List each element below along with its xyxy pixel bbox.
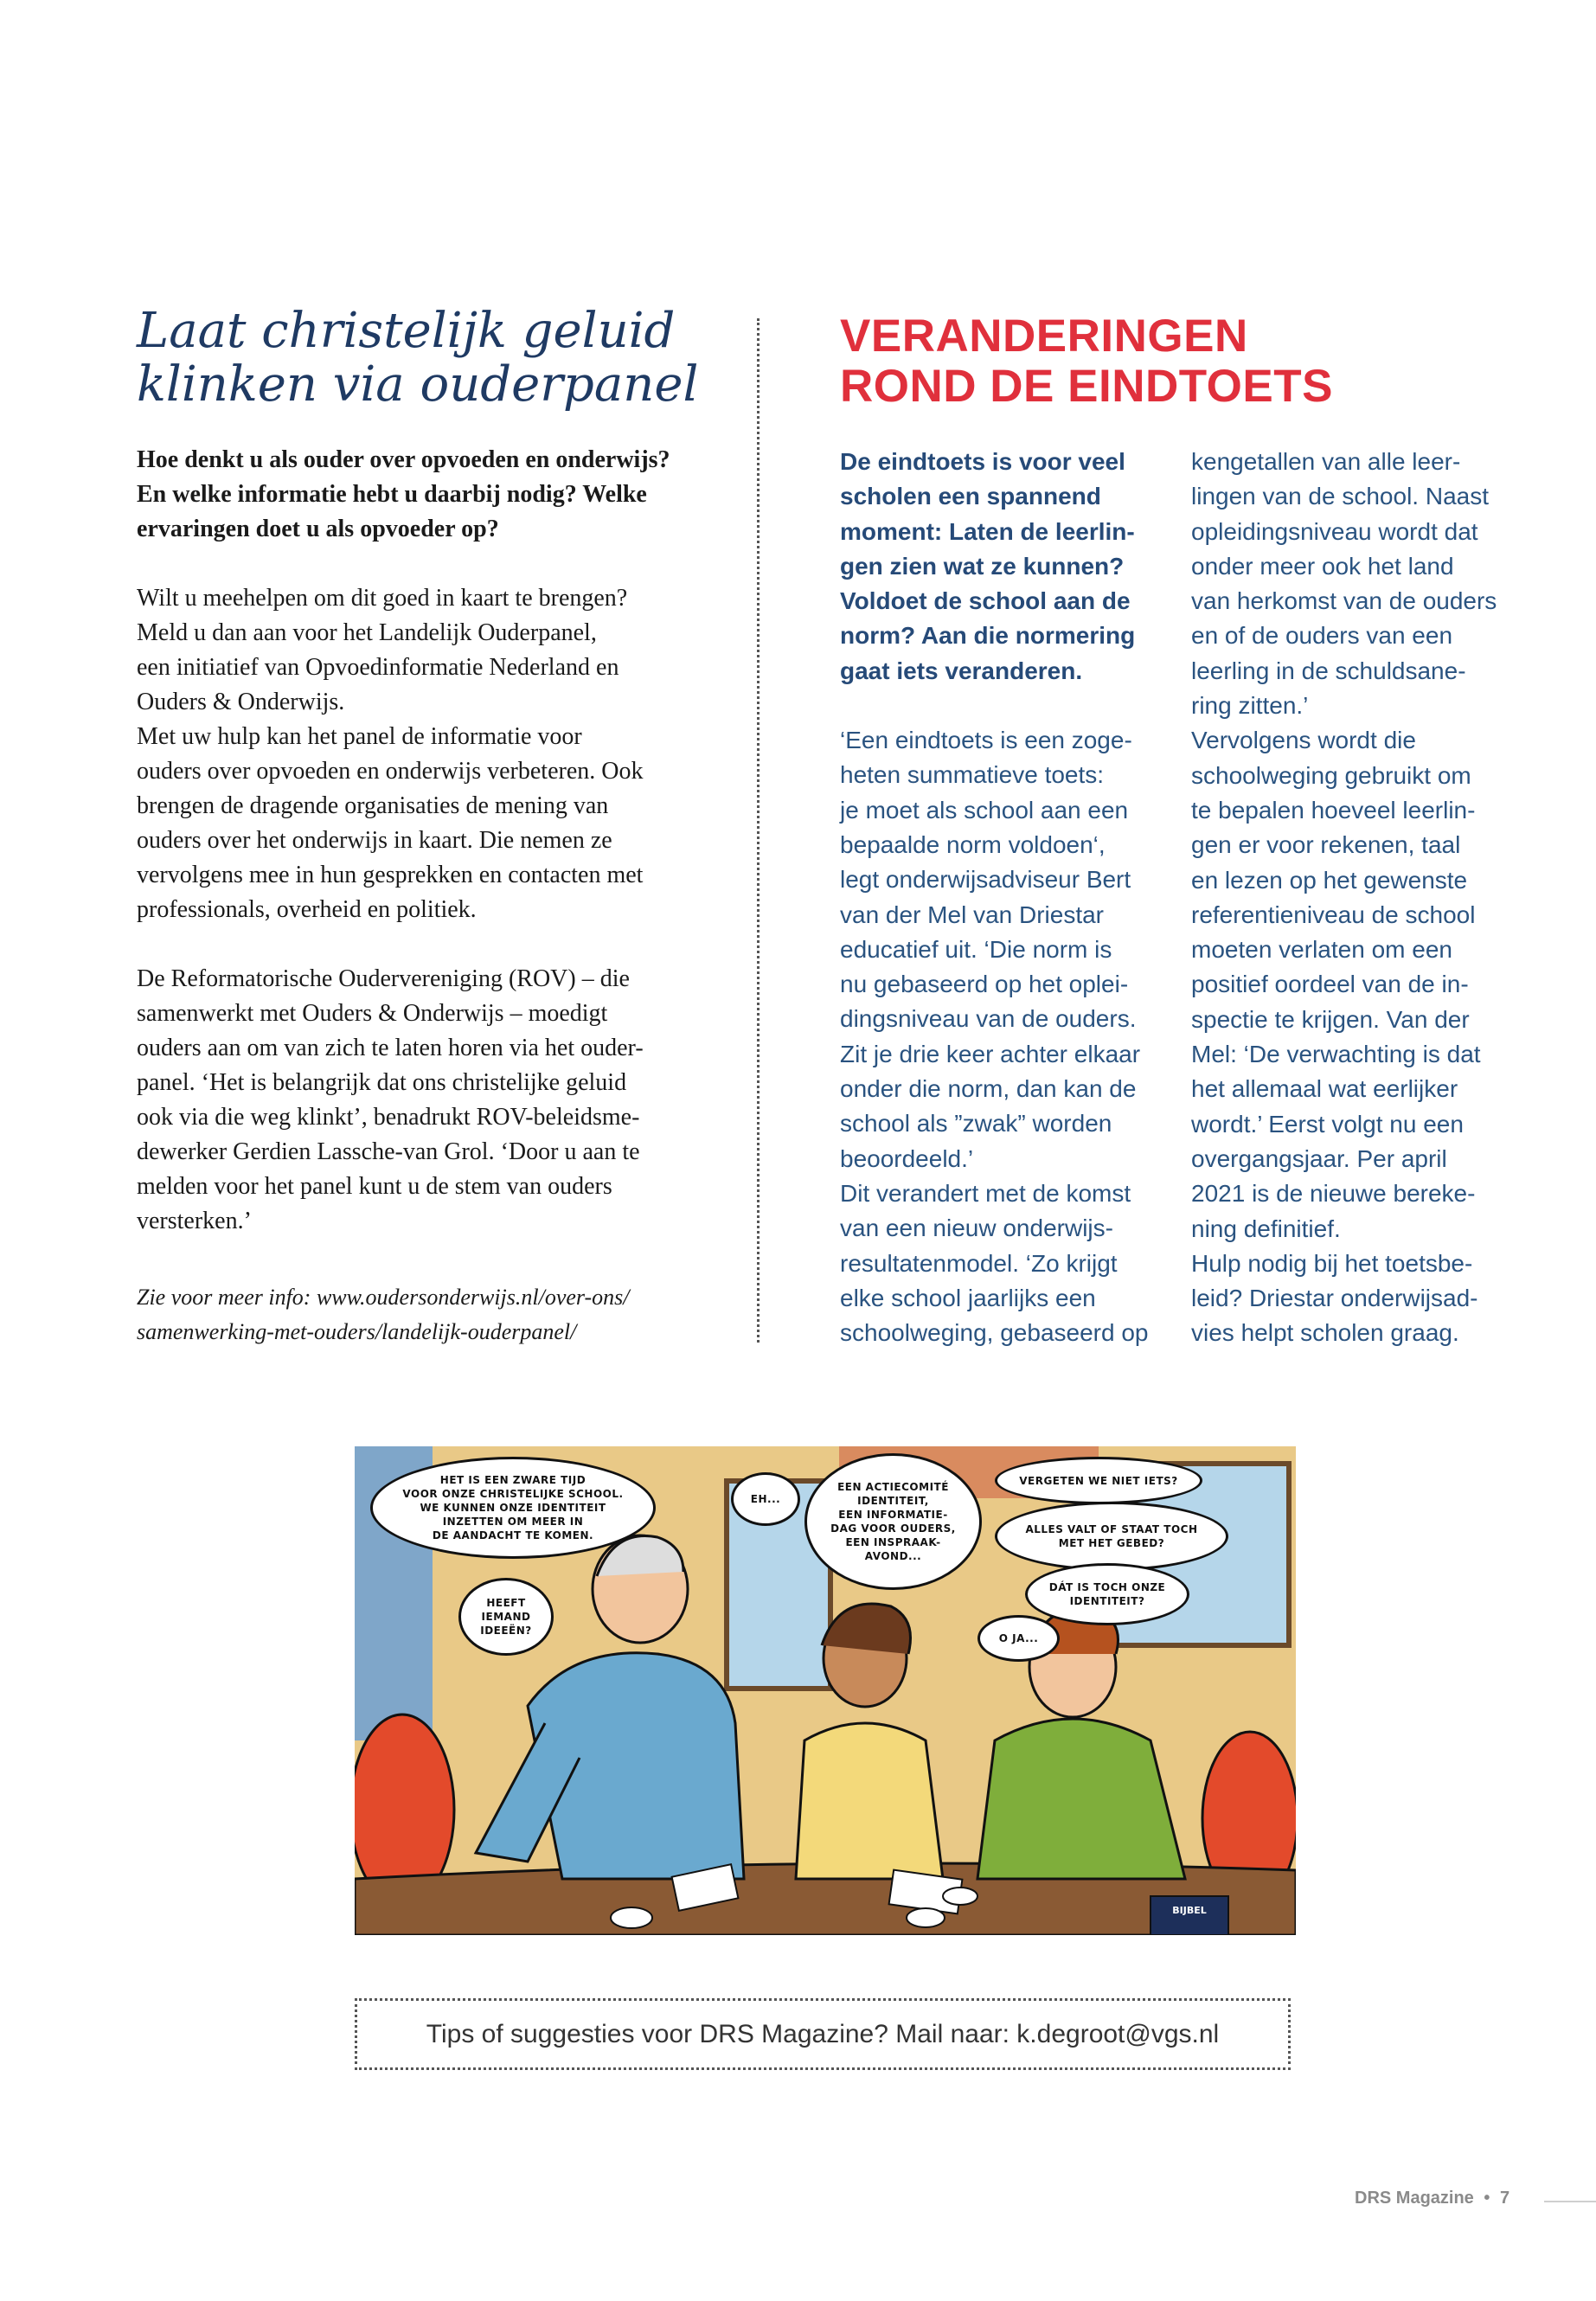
body-line: het allemaal wat eerlijker xyxy=(1191,1075,1458,1103)
right-article-column-2 xyxy=(1191,445,1537,1351)
bubble-line: DÁT IS TOCH ONZE xyxy=(1048,1581,1166,1593)
speech-bubble xyxy=(995,1457,1202,1504)
bubble-line: IEMAND xyxy=(481,1611,531,1623)
body-line: opleidingsniveau wordt dat xyxy=(1191,517,1478,545)
comic-illustration xyxy=(355,1446,1296,1935)
body-line: ‘Een eindtoets is een zoge- xyxy=(840,727,1132,754)
body-line: onder meer ook het land xyxy=(1191,552,1454,580)
body-line: en lezen op het gewenste xyxy=(1191,866,1468,894)
bubble-line: IDENTITEIT? xyxy=(1069,1595,1145,1607)
body-line: school als ”zwak” worden xyxy=(840,1110,1112,1138)
body-line: beoordeeld.’ xyxy=(840,1144,974,1172)
tips-box xyxy=(355,1998,1291,2070)
body-line: De Reformatorische Oudervereniging (ROV) – die xyxy=(137,965,630,992)
bible-book-label: BIJBEL xyxy=(1172,1905,1207,1916)
body-line: Ouders & Onderwijs. xyxy=(137,689,345,715)
footer-separator: • xyxy=(1484,2189,1490,2208)
body-line: wordt.’ Eerst volgt nu een xyxy=(1191,1110,1464,1138)
footer-rule xyxy=(1544,2201,1596,2202)
body-line: educatief uit. ‘Die norm is xyxy=(840,935,1112,963)
bubble-line: DAG VOOR OUDERS, xyxy=(830,1522,956,1535)
body-line: dingsniveau van de ouders. xyxy=(840,1005,1137,1033)
page-number: 7 xyxy=(1499,2189,1510,2208)
body-line: resultatenmodel. ‘Zo krijgt xyxy=(840,1249,1118,1277)
bubble-line: VOOR ONZE CHRISTELIJKE SCHOOL. xyxy=(402,1488,624,1500)
body-line: professionals, overheid en politiek. xyxy=(137,896,477,923)
body-line: ring zitten.’ xyxy=(1191,692,1309,720)
tips-text: Tips of suggesties voor DRS Magazine? Mail naar: k.degroot@vgs.nl xyxy=(426,2019,1220,2048)
lead-line: Voldoet de school aan de xyxy=(840,587,1131,615)
body-line: melden voor het panel kunt u de stem van ouders xyxy=(137,1173,612,1200)
body-line: ouders over opvoeden en onderwijs verbeteren. Ook xyxy=(137,758,644,785)
page-footer xyxy=(1355,2189,1509,2208)
body-line: Met uw hulp kan het panel de informatie voor xyxy=(137,723,582,750)
body-line: Dit verandert met de komst xyxy=(840,1179,1131,1207)
lead-line: scholen een spannend xyxy=(840,483,1101,510)
body-line: samenwerkt met Ouders & Onderwijs – moedigt xyxy=(137,1000,608,1027)
bubble-line: ALLES VALT OF STAAT TOCH xyxy=(1025,1523,1198,1535)
intro-line: En welke informatie hebt u daarbij nodig? Welke xyxy=(137,481,647,508)
bubble-line: VERGETEN WE NIET IETS? xyxy=(1019,1474,1178,1487)
bubble-line: MET HET GEBED? xyxy=(1058,1537,1165,1549)
body-line: 2021 is de nieuwe bereke- xyxy=(1191,1180,1476,1208)
body-line: Hulp nodig bij het toetsbe- xyxy=(1191,1249,1473,1277)
body-line: ning definitief. xyxy=(1191,1215,1341,1242)
magazine-name: DRS Magazine xyxy=(1355,2189,1474,2208)
lead-line: moment: Laten de leerlin- xyxy=(840,517,1135,545)
body-line: vies helpt scholen graag. xyxy=(1191,1319,1459,1347)
speech-bubble xyxy=(370,1457,656,1559)
body-line: je moet als school aan een xyxy=(840,796,1129,824)
bubble-line: IDEEËN? xyxy=(480,1625,532,1637)
body-line: kengetallen van alle leer- xyxy=(1191,448,1461,475)
left-article-paragraph-2 xyxy=(137,962,725,1239)
speech-bubble xyxy=(804,1453,982,1590)
left-article-title xyxy=(137,304,742,412)
body-line: heten summatieve toets: xyxy=(840,761,1105,789)
body-line: brengen de dragende organisaties de mening van xyxy=(137,792,609,819)
body-line: een initiatief van Opvoedinformatie Nederland en xyxy=(137,654,619,681)
body-line: overgangsjaar. Per april xyxy=(1191,1144,1447,1172)
title-line: Laat christelijk geluid xyxy=(137,303,676,359)
bubble-line: INZETTEN OM MEER IN xyxy=(442,1516,584,1528)
speech-bubble xyxy=(995,1502,1228,1571)
body-line: Meld u dan aan voor het Landelijk Ouderpanel, xyxy=(137,619,597,646)
bubble-line: IDENTITEIT, xyxy=(857,1495,929,1507)
body-line: schoolweging gebruikt om xyxy=(1191,761,1471,789)
body-line: positief oordeel van de in- xyxy=(1191,971,1469,998)
right-article-column-1 xyxy=(840,445,1186,1350)
body-line: te bepalen hoeveel leerlin- xyxy=(1191,796,1476,824)
title-line: VERANDERINGEN xyxy=(840,311,1248,362)
body-line: Wilt u meehelpen om dit goed in kaart te brengen? xyxy=(137,585,628,612)
body-line: Zit je drie keer achter elkaar xyxy=(840,1040,1141,1067)
body-line: van herkomst van de ouders xyxy=(1191,587,1497,615)
body-line: en of de ouders van een xyxy=(1191,622,1453,650)
body-line: bepaalde norm voldoen‘, xyxy=(840,830,1106,858)
column-divider xyxy=(757,318,760,1343)
lead-line: De eindtoets is voor veel xyxy=(840,448,1125,475)
bubble-line: HET IS EEN ZWARE TIJD xyxy=(439,1474,586,1486)
body-line: vervolgens mee in hun gesprekken en contacten met xyxy=(137,862,644,888)
bubble-line: WE KUNNEN ONZE IDENTITEIT xyxy=(420,1502,606,1514)
lead-line: gaat iets veranderen. xyxy=(840,657,1083,684)
body-line: elke school jaarlijks een xyxy=(840,1284,1096,1311)
bubble-line: EEN INSPRAAK- xyxy=(845,1536,941,1548)
body-line: moeten verlaten om een xyxy=(1191,936,1452,964)
bubble-line: EH... xyxy=(750,1493,781,1505)
body-line: onder die norm, dan kan de xyxy=(840,1075,1137,1103)
body-line: van der Mel van Driestar xyxy=(840,901,1105,928)
bubble-line: EEN ACTIECOMITÉ xyxy=(837,1481,949,1493)
bubble-line: AVOND... xyxy=(864,1550,922,1562)
body-line: Mel: ‘De verwachting is dat xyxy=(1191,1041,1481,1068)
left-article-intro xyxy=(137,443,725,547)
info-line: Zie voor meer info: www.oudersonderwijs.nl/over-ons/ xyxy=(137,1285,630,1310)
body-line: ouders aan om van zich te laten horen via het ouder- xyxy=(137,1035,644,1061)
body-line: gen er voor rekenen, taal xyxy=(1191,831,1461,859)
left-article-paragraph-1 xyxy=(137,581,725,927)
lead-line: norm? Aan die normering xyxy=(840,622,1136,650)
title-line: klinken via ouderpanel xyxy=(137,356,699,413)
speech-bubble xyxy=(458,1578,554,1656)
body-line: legt onderwijsadviseur Bert xyxy=(840,866,1131,894)
body-line: dewerker Gerdien Lassche-van Grol. ‘Door u aan te xyxy=(137,1138,640,1165)
body-line: Vervolgens wordt die xyxy=(1191,727,1416,754)
speech-bubble xyxy=(731,1472,800,1526)
body-line: panel. ‘Het is belangrijk dat ons christelijke geluid xyxy=(137,1069,627,1096)
body-line: leerling in de schuldsane- xyxy=(1191,657,1466,684)
lead-line: gen zien wat ze kunnen? xyxy=(840,552,1125,580)
body-line: lingen van de school. Naast xyxy=(1191,483,1489,510)
right-article-title xyxy=(840,311,1532,412)
body-line: spectie te krijgen. Van der xyxy=(1191,1005,1470,1033)
bubble-line: HEEFT xyxy=(486,1597,526,1609)
body-line: versterken.’ xyxy=(137,1208,252,1234)
bubble-line: O JA... xyxy=(998,1632,1039,1644)
more-info-link[interactable] xyxy=(137,1280,742,1349)
body-line: ook via die weg klinkt’, benadrukt ROV-beleidsme- xyxy=(137,1104,640,1131)
speech-bubble xyxy=(1025,1563,1189,1625)
body-line: nu gebaseerd op het oplei- xyxy=(840,971,1129,998)
body-line: schoolweging, gebaseerd op xyxy=(840,1319,1149,1347)
body-line: van een nieuw onderwijs- xyxy=(840,1215,1113,1242)
info-line: samenwerking-met-ouders/landelijk-ouderpanel/ xyxy=(137,1319,577,1344)
speech-bubble xyxy=(977,1615,1060,1662)
bubble-line: DE AANDACHT TE KOMEN. xyxy=(432,1529,594,1541)
body-line: referentieniveau de school xyxy=(1191,901,1476,928)
title-line: ROND DE EINDTOETS xyxy=(840,361,1333,412)
body-line: leid? Driestar onderwijsad- xyxy=(1191,1285,1478,1312)
body-line: ouders over het onderwijs in kaart. Die nemen ze xyxy=(137,827,612,854)
intro-line: ervaringen doet u als opvoeder op? xyxy=(137,516,499,542)
intro-line: Hoe denkt u als ouder over opvoeden en onderwijs? xyxy=(137,446,670,473)
paragraph-gap xyxy=(840,689,1186,723)
bubble-line: EEN INFORMATIE- xyxy=(838,1509,948,1521)
